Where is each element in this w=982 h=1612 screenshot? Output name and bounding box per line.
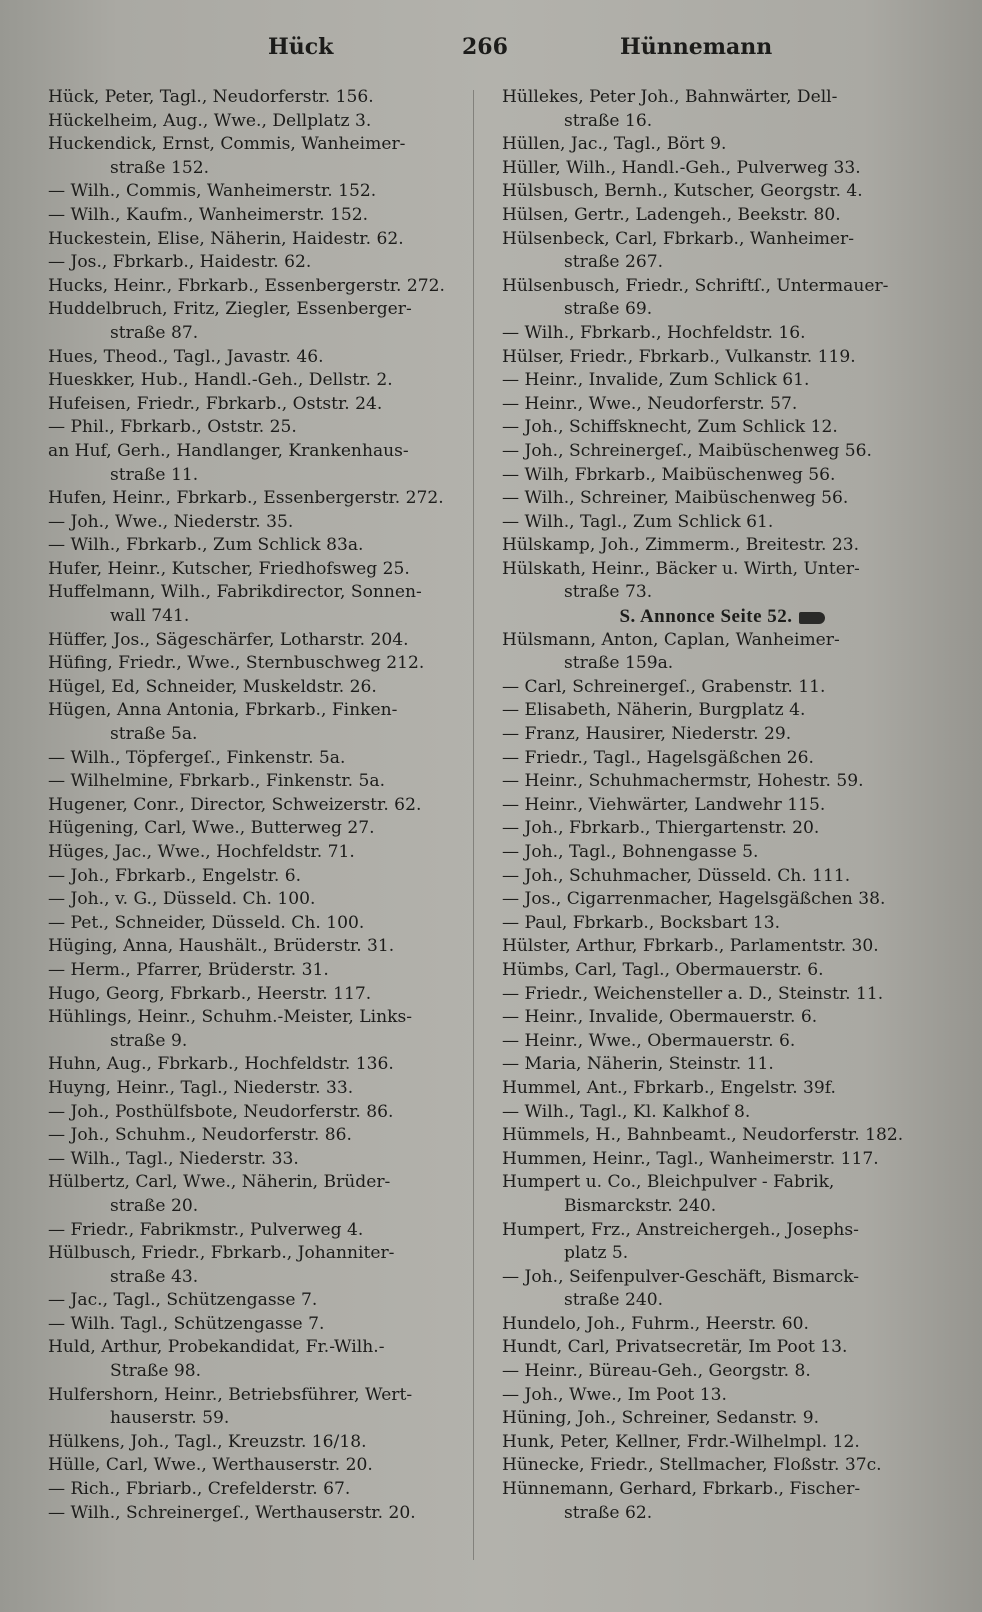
entry-continuation: straße 152. bbox=[110, 157, 210, 178]
directory-entry: Hülbertz, Carl, Wwe., Näherin, Brüder- bbox=[48, 1172, 391, 1193]
directory-entry: — Maria, Näherin, Steinstr. 11. bbox=[502, 1054, 774, 1075]
directory-entry: — Joh., Tagl., Bohnengasse 5. bbox=[502, 842, 759, 862]
directory-entry: Hufer, Heinr., Kutscher, Friedhofsweg 25. bbox=[48, 558, 410, 579]
directory-entry: Hucks, Heinr., Fbrkarb., Essenbergerstr. 272. bbox=[48, 275, 445, 296]
directory-entry: — Rich., Fbriarb., Crefelderstr. 67. bbox=[48, 1479, 351, 1500]
directory-entry: Hüging, Anna, Haushält., Brüderstr. 31. bbox=[48, 936, 395, 957]
directory-entry: Hügening, Carl, Wwe., Butterweg 27. bbox=[48, 818, 375, 839]
directory-entry: — Wilh., Fbrkarb., Hochfeldstr. 16. bbox=[502, 322, 806, 343]
directory-entry: Huyng, Heinr., Tagl., Niederstr. 33. bbox=[48, 1077, 354, 1098]
directory-entry: Hüffer, Jos., Sägeschärfer, Lotharstr. 204. bbox=[48, 629, 409, 650]
directory-entry: — Joh., Wwe., Im Poot 13. bbox=[502, 1384, 727, 1405]
directory-entry: Humpert u. Co., Bleichpulver - Fabrik, bbox=[502, 1172, 835, 1193]
directory-entry: — Jos., Fbrkarb., Haidestr. 62. bbox=[48, 252, 312, 273]
entry-continuation: straße 20. bbox=[110, 1195, 199, 1216]
directory-entry: — Franz, Hausirer, Niederstr. 29. bbox=[502, 724, 792, 745]
directory-entry: Hundt, Carl, Privatsecretär, Im Poot 13. bbox=[502, 1337, 848, 1358]
directory-entry: — Wilh, Fbrkarb., Maibüschenweg 56. bbox=[502, 464, 836, 485]
entry-continuation: straße 16. bbox=[564, 110, 653, 131]
directory-entry: — Wilh., Töpfergeſ., Finkenstr. 5a. bbox=[48, 747, 346, 768]
directory-entry: — Wilh. Tagl., Schützengasse 7. bbox=[48, 1313, 325, 1334]
directory-entry: Hülkens, Joh., Tagl., Kreuzstr. 16/18. bbox=[48, 1431, 367, 1452]
directory-entry: — Paul, Fbrkarb., Bocksbart 13. bbox=[502, 912, 781, 933]
directory-entry: Hünnemann, Gerhard, Fbrkarb., Fischer- bbox=[502, 1479, 861, 1500]
directory-entry: — Joh., Schuhm., Neudorferstr. 86. bbox=[48, 1125, 352, 1146]
directory-entry: — Friedr., Weichensteller a. D., Steinstr. 11. bbox=[502, 983, 884, 1004]
directory-entry: Hüllekes, Peter Joh., Bahnwärter, Dell- bbox=[502, 87, 838, 107]
directory-entry: — Wilh., Tagl., Kl. Kalkhof 8. bbox=[502, 1101, 751, 1122]
entry-continuation: straße 9. bbox=[110, 1030, 188, 1051]
directory-entry: Hülskath, Heinr., Bäcker u. Wirth, Unter- bbox=[502, 558, 860, 579]
directory-entry: Hück, Peter, Tagl., Neudorferstr. 156. bbox=[48, 87, 374, 107]
directory-entry: Hühlings, Heinr., Schuhm.-Meister, Links- bbox=[48, 1007, 413, 1028]
directory-entry: Hümbs, Carl, Tagl., Obermauerstr. 6. bbox=[502, 959, 824, 980]
entry-continuation: platz 5. bbox=[564, 1243, 629, 1264]
page-header bbox=[0, 34, 982, 70]
header-left-keyword: Hück bbox=[268, 34, 334, 60]
directory-entry: Hünecke, Friedr., Stellmacher, Floßstr. 37c. bbox=[502, 1455, 882, 1476]
directory-entry: Hülsen, Gertr., Ladengeh., Beekstr. 80. bbox=[502, 204, 841, 225]
directory-entry: — Friedr., Tagl., Hagelsgäßchen 26. bbox=[502, 747, 814, 768]
entry-continuation: wall 741. bbox=[110, 606, 190, 627]
directory-entry: — Heinr., Viehwärter, Landwehr 115. bbox=[502, 794, 826, 815]
left-column bbox=[48, 86, 468, 1525]
directory-entry: Hugo, Georg, Fbrkarb., Heerstr. 117. bbox=[48, 983, 372, 1004]
directory-entry: — Heinr., Schuhmachermstr, Hohestr. 59. bbox=[502, 771, 864, 792]
directory-entry: Hummel, Ant., Fbrkarb., Engelstr. 39f. bbox=[502, 1077, 836, 1098]
entry-continuation: straße 5a. bbox=[110, 724, 198, 745]
directory-entry: Hückelheim, Aug., Wwe., Dellplatz 3. bbox=[48, 110, 372, 131]
directory-entry: — Wilh., Schreiner, Maibüschenweg 56. bbox=[502, 488, 849, 509]
directory-entry: Huddelbruch, Fritz, Ziegler, Essenberger- bbox=[48, 299, 412, 320]
entry-continuation: straße 69. bbox=[564, 299, 653, 320]
directory-entry: — Wilh., Kaufm., Wanheimerstr. 152. bbox=[48, 204, 369, 225]
entry-continuation: straße 11. bbox=[110, 464, 199, 485]
directory-entry: — Joh., Schreinergeſ., Maibüschenweg 56. bbox=[502, 440, 872, 461]
directory-entry: — Jac., Tagl., Schützengasse 7. bbox=[48, 1290, 318, 1311]
directory-entry: — Carl, Schreinergeſ., Grabenstr. 11. bbox=[502, 676, 826, 697]
column-divider bbox=[473, 90, 474, 1560]
annonce-reference: S. Annonce Seite 52. bbox=[502, 605, 942, 629]
entry-continuation: straße 267. bbox=[564, 252, 664, 273]
directory-entry: — Wilh., Commis, Wanheimerstr. 152. bbox=[48, 181, 377, 202]
directory-entry: Huffelmann, Wilh., Fabrikdirector, Sonnen- bbox=[48, 582, 422, 603]
directory-entry: — Joh., Seifenpulver-Geschäft, Bismarck- bbox=[502, 1266, 860, 1287]
directory-entry: — Wilh., Tagl., Niederstr. 33. bbox=[48, 1148, 299, 1169]
header-right-keyword: Hünnemann bbox=[620, 34, 773, 60]
directory-entry: Hülsenbeck, Carl, Fbrkarb., Wanheimer- bbox=[502, 228, 854, 249]
entry-continuation: Bismarckstr. 240. bbox=[564, 1195, 717, 1216]
directory-entry: — Wilh., Fbrkarb., Zum Schlick 83a. bbox=[48, 535, 364, 556]
directory-entry: Hülle, Carl, Wwe., Werthauserstr. 20. bbox=[48, 1455, 373, 1476]
directory-entry: — Pet., Schneider, Düsseld. Ch. 100. bbox=[48, 912, 365, 933]
directory-entry: — Heinr., Wwe., Obermauerstr. 6. bbox=[502, 1030, 796, 1051]
directory-entry: Hugener, Conr., Director, Schweizerstr. 62. bbox=[48, 794, 422, 815]
directory-entry: Hülskamp, Joh., Zimmerm., Breitestr. 23. bbox=[502, 535, 860, 556]
directory-entry: Hüfing, Friedr., Wwe., Sternbuschweg 212. bbox=[48, 653, 425, 674]
directory-entry: Hüllen, Jac., Tagl., Bört 9. bbox=[502, 134, 727, 155]
directory-entry: — Joh., Fbrkarb., Engelstr. 6. bbox=[48, 865, 302, 886]
directory-entry: Hülbusch, Friedr., Fbrkarb., Johanniter- bbox=[48, 1243, 395, 1264]
directory-entry: Hügel, Ed, Schneider, Muskeldstr. 26. bbox=[48, 676, 377, 697]
directory-entry: Huhn, Aug., Fbrkarb., Hochfeldstr. 136. bbox=[48, 1054, 394, 1075]
directory-entry: Hüges, Jac., Wwe., Hochfeldstr. 71. bbox=[48, 842, 355, 862]
directory-entry: — Heinr., Büreau-Geh., Georgstr. 8. bbox=[502, 1361, 811, 1382]
directory-entry: — Friedr., Fabrikmstr., Pulverweg 4. bbox=[48, 1219, 364, 1240]
entry-continuation: straße 159a. bbox=[564, 653, 674, 674]
directory-entry: — Joh., Wwe., Niederstr. 35. bbox=[48, 511, 294, 532]
directory-entry: — Elisabeth, Näherin, Burgplatz 4. bbox=[502, 700, 806, 721]
directory-entry: — Joh., Fbrkarb., Thiergartenstr. 20. bbox=[502, 818, 820, 839]
directory-entry: — Herm., Pfarrer, Brüderstr. 31. bbox=[48, 959, 329, 980]
directory-entry: — Jos., Cigarrenmacher, Hagelsgäßchen 38. bbox=[502, 889, 886, 910]
entry-continuation: straße 43. bbox=[110, 1266, 199, 1287]
directory-entry: Hügen, Anna Antonia, Fbrkarb., Finken- bbox=[48, 700, 398, 721]
directory-entry: Hülster, Arthur, Fbrkarb., Parlamentstr. 30. bbox=[502, 936, 879, 957]
directory-entry: Huckestein, Elise, Näherin, Haidestr. 62. bbox=[48, 228, 404, 249]
directory-entry: Hülsmann, Anton, Caplan, Wanheimer- bbox=[502, 629, 840, 650]
entry-continuation: hauserstr. 59. bbox=[110, 1408, 230, 1429]
entry-continuation: straße 62. bbox=[564, 1502, 653, 1523]
pointing-hand-icon bbox=[799, 612, 825, 624]
directory-entry: — Heinr., Invalide, Zum Schlick 61. bbox=[502, 370, 810, 391]
directory-entry: Hülser, Friedr., Fbrkarb., Vulkanstr. 119. bbox=[502, 346, 856, 367]
directory-entry: Hulfershorn, Heinr., Betriebsführer, Wert- bbox=[48, 1384, 413, 1405]
directory-entry: Hundelo, Joh., Fuhrm., Heerstr. 60. bbox=[502, 1313, 809, 1334]
directory-entry: — Joh., Posthülfsbote, Neudorferstr. 86. bbox=[48, 1101, 394, 1122]
directory-entry: Hueskker, Hub., Handl.-Geh., Dellstr. 2. bbox=[48, 370, 393, 391]
directory-entry: — Wilhelmine, Fbrkarb., Finkenstr. 5a. bbox=[48, 771, 386, 792]
directory-entry: — Heinr., Invalide, Obermauerstr. 6. bbox=[502, 1007, 818, 1028]
directory-entry: — Phil., Fbrkarb., Oststr. 25. bbox=[48, 417, 297, 438]
directory-entry: — Wilh., Schreinergeſ., Werthauserstr. 20. bbox=[48, 1502, 416, 1523]
directory-entry: Hülsenbusch, Friedr., Schriftſ., Untermauer- bbox=[502, 275, 889, 296]
directory-entry: — Joh., Schuhmacher, Düsseld. Ch. 111. bbox=[502, 865, 851, 886]
directory-entry: — Joh., Schiffsknecht, Zum Schlick 12. bbox=[502, 417, 838, 438]
page-number: 266 bbox=[462, 34, 508, 60]
directory-entry: Humpert, Frz., Anstreichergeh., Josephs- bbox=[502, 1219, 859, 1240]
directory-entry: Hülsbusch, Bernh., Kutscher, Georgstr. 4. bbox=[502, 181, 863, 202]
directory-entry: Hufen, Heinr., Fbrkarb., Essenbergerstr. 272. bbox=[48, 488, 444, 509]
directory-entry: Hüning, Joh., Schreiner, Sedanstr. 9. bbox=[502, 1408, 820, 1429]
directory-entry: — Heinr., Wwe., Neudorferstr. 57. bbox=[502, 393, 798, 414]
directory-entry: Hümmels, H., Bahnbeamt., Neudorferstr. 182. bbox=[502, 1125, 904, 1146]
entry-continuation: Straße 98. bbox=[110, 1361, 202, 1382]
entry-continuation: straße 240. bbox=[564, 1290, 664, 1311]
directory-entry: Hummen, Heinr., Tagl., Wanheimerstr. 117. bbox=[502, 1148, 879, 1169]
directory-entry: an Huf, Gerh., Handlanger, Krankenhaus- bbox=[48, 440, 409, 461]
directory-entry: Hunk, Peter, Kellner, Frdr.-Wilhelmpl. 12. bbox=[502, 1431, 860, 1452]
directory-entry: Hüller, Wilh., Handl.-Geh., Pulverweg 33. bbox=[502, 157, 861, 178]
directory-entry: Huckendick, Ernst, Commis, Wanheimer- bbox=[48, 134, 406, 155]
entry-continuation: straße 87. bbox=[110, 322, 199, 343]
directory-entry: Hufeisen, Friedr., Fbrkarb., Oststr. 24. bbox=[48, 393, 383, 414]
directory-entry: Hues, Theod., Tagl., Javastr. 46. bbox=[48, 346, 324, 367]
directory-entry: Huld, Arthur, Probekandidat, Fr.-Wilh.- bbox=[48, 1337, 385, 1358]
right-column bbox=[502, 86, 942, 1525]
entry-continuation: straße 73. bbox=[564, 582, 653, 603]
directory-entry: — Joh., v. G., Düsseld. Ch. 100. bbox=[48, 889, 316, 910]
directory-entry: — Wilh., Tagl., Zum Schlick 61. bbox=[502, 511, 774, 532]
